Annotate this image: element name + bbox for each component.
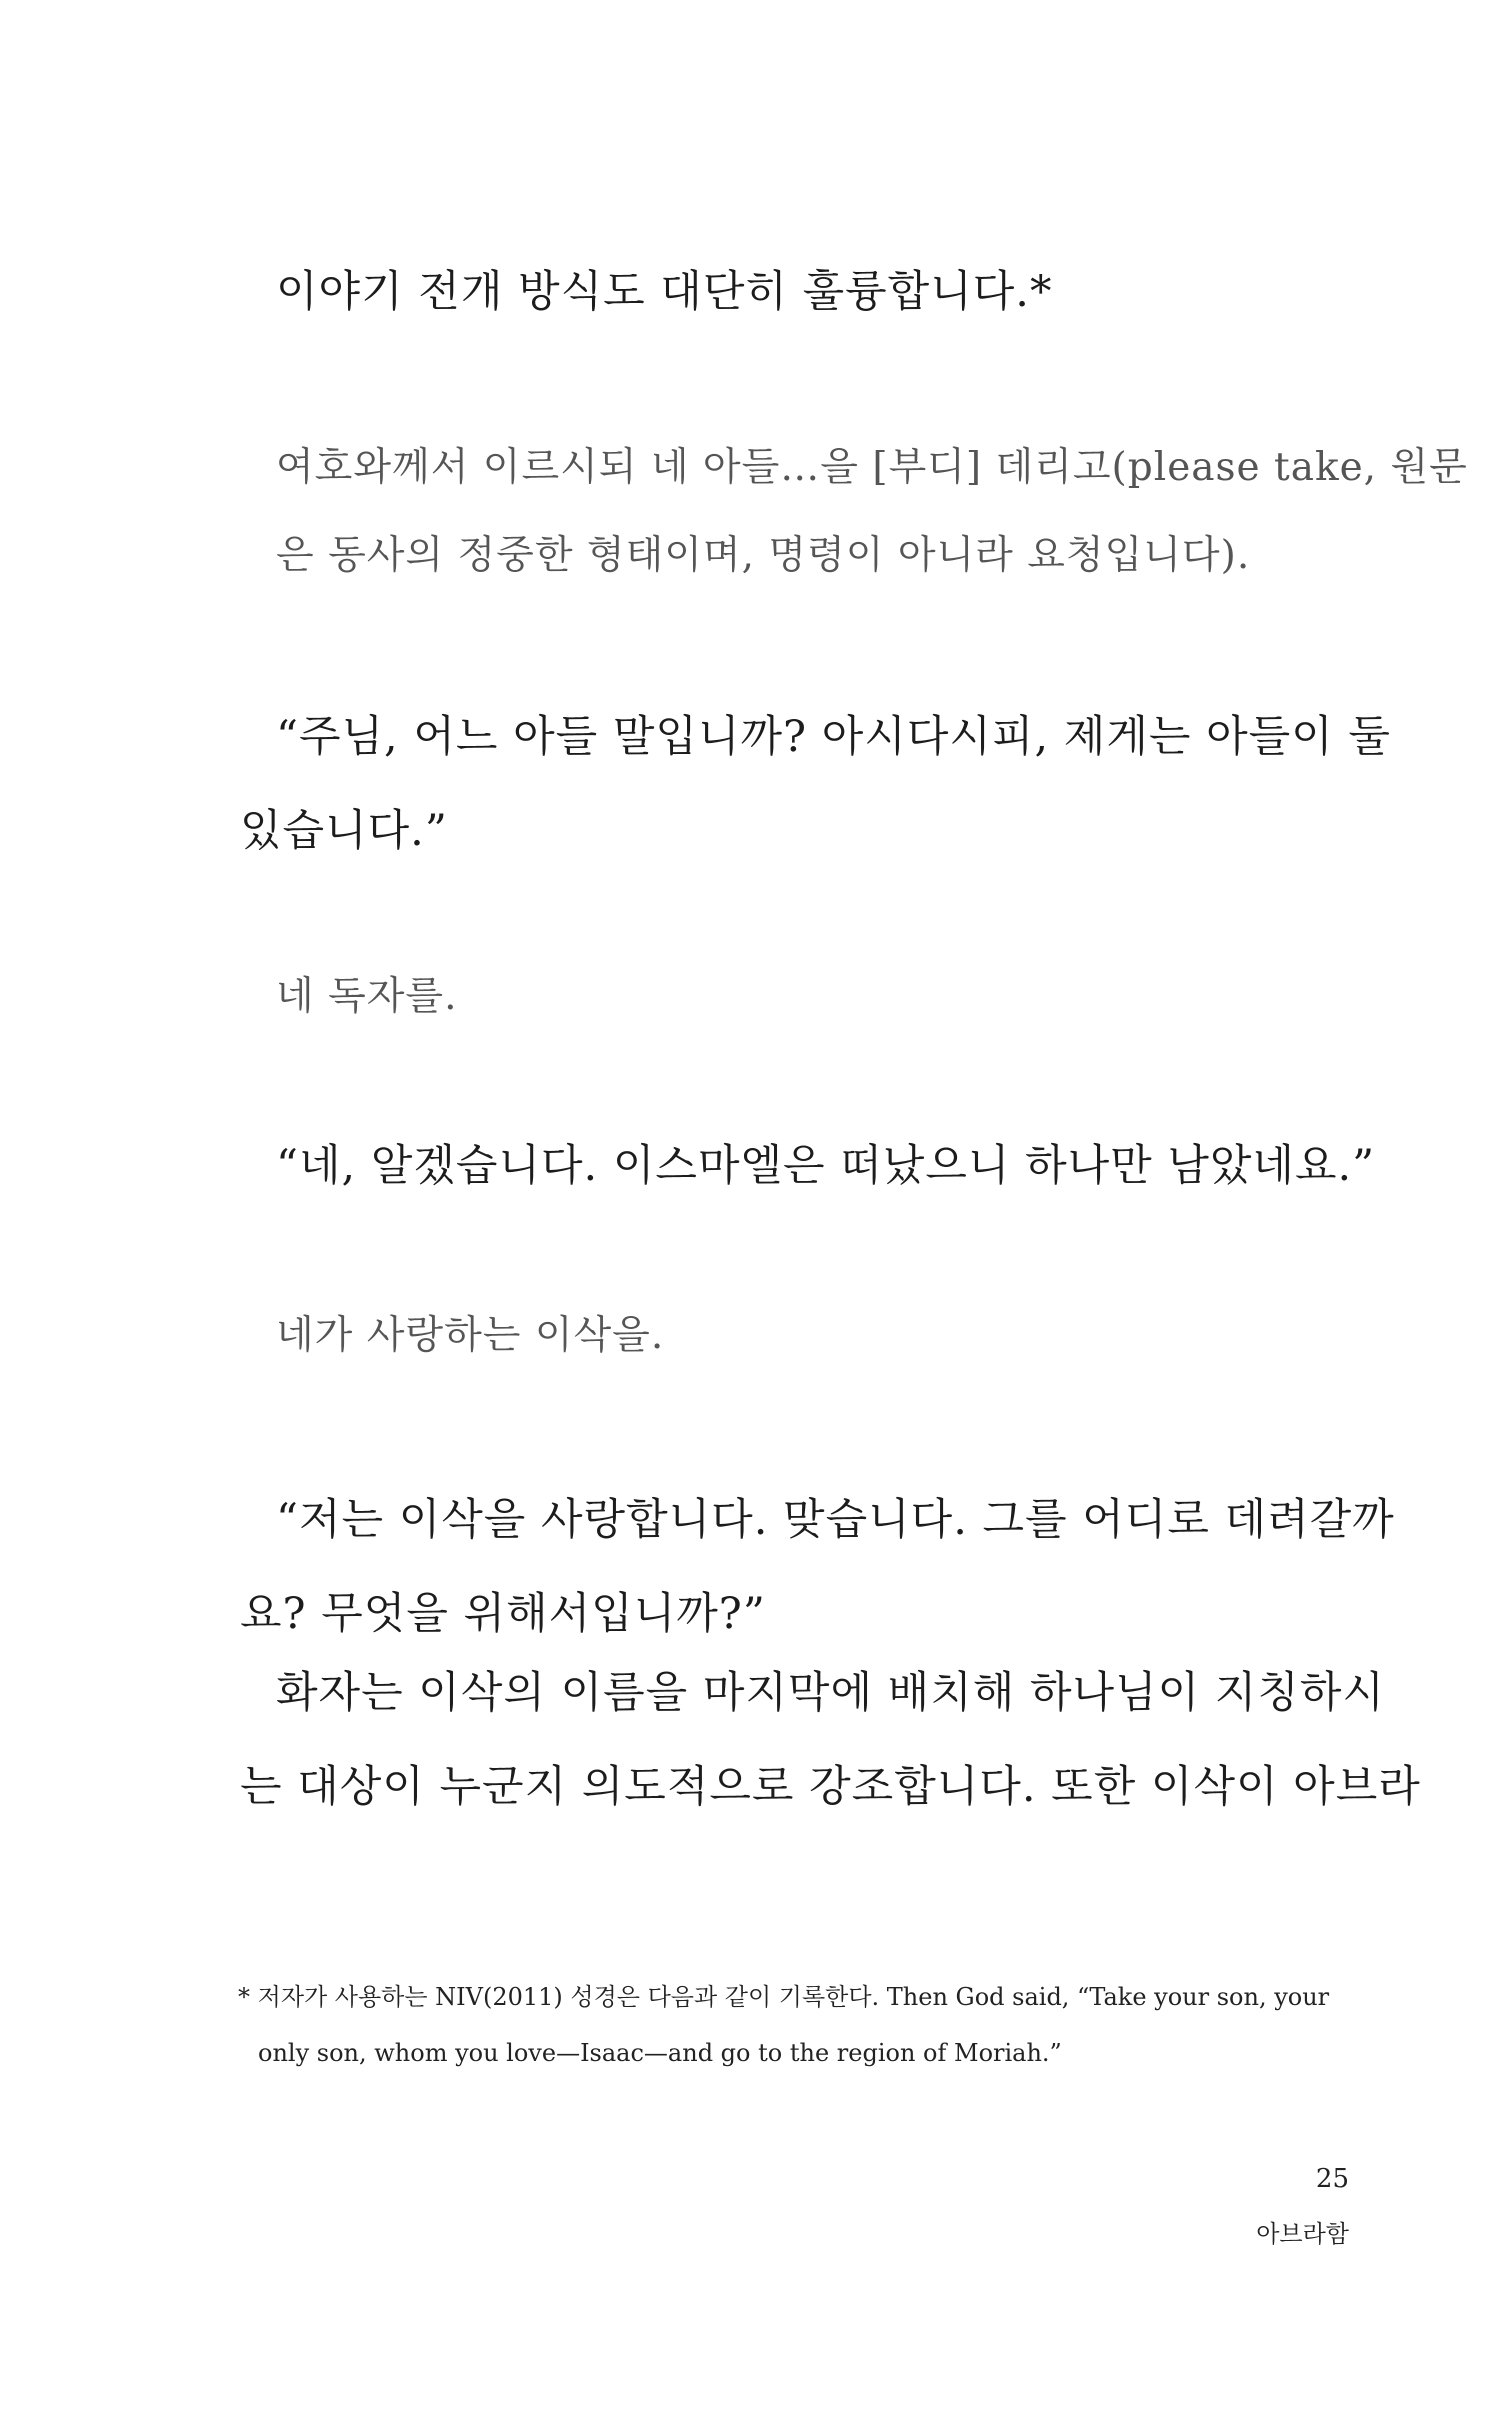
text-line: 는 대상이 누군지 의도적으로 강조합니다. 또한 이삭이 아브라 <box>240 1762 1421 1812</box>
text-line: “저는 이삭을 사랑합니다. 맞습니다. 그를 어디로 데려갈까 <box>276 1495 1395 1545</box>
page-number: 25 <box>1315 2164 1349 2194</box>
text-line: 네가 사랑하는 이삭을. <box>276 1313 665 1358</box>
footnote-line: * 저자가 사용하는 NIV(2011) 성경은 다음과 같이 기록한다. Then God said, “Take your son, your <box>238 1983 1330 2011</box>
footnote <box>238 1969 1348 2081</box>
paragraph-which-son <box>240 690 1391 878</box>
text-line: 네 독자를. <box>276 974 458 1019</box>
text-line: 여호와께서 이르시되 네 아들…을 [부디] 데리고(please take, 원문 <box>276 445 1468 490</box>
paragraph-narrator <box>240 1646 1421 1834</box>
footnote-line: only son, whom you love—Isaac—and go to the region of Moriah.” <box>258 2039 1062 2067</box>
text-line: 은 동사의 정중한 형태이며, 명령이 아니라 요청입니다). <box>276 533 1251 578</box>
text-line: 요? 무엇을 위해서입니까?” <box>240 1589 766 1639</box>
text-line: 있습니다.” <box>240 806 448 856</box>
chapter-title: 아브라함 <box>1256 2220 1349 2248</box>
paragraph-love-isaac <box>240 1473 1395 1661</box>
text-line: 이야기 전개 방식도 대단히 훌륭합니다.* <box>276 267 1053 317</box>
text-line: 화자는 이삭의 이름을 마지막에 배치해 하나님이 지칭하시 <box>276 1668 1385 1718</box>
text-line: “주님, 어느 아들 말입니까? 아시다시피, 제게는 아들이 둘 <box>276 712 1391 762</box>
paragraph-storytelling <box>240 245 1340 339</box>
text-line: “네, 알겠습니다. 이스마엘은 떠났으니 하나만 남았네요.” <box>276 1141 1376 1191</box>
scripture-quote-isaac <box>240 1292 1340 1380</box>
paragraph-ishmael <box>240 1119 1376 1213</box>
scripture-quote-take-son <box>240 424 1468 600</box>
scripture-quote-only-son <box>240 953 1340 1041</box>
